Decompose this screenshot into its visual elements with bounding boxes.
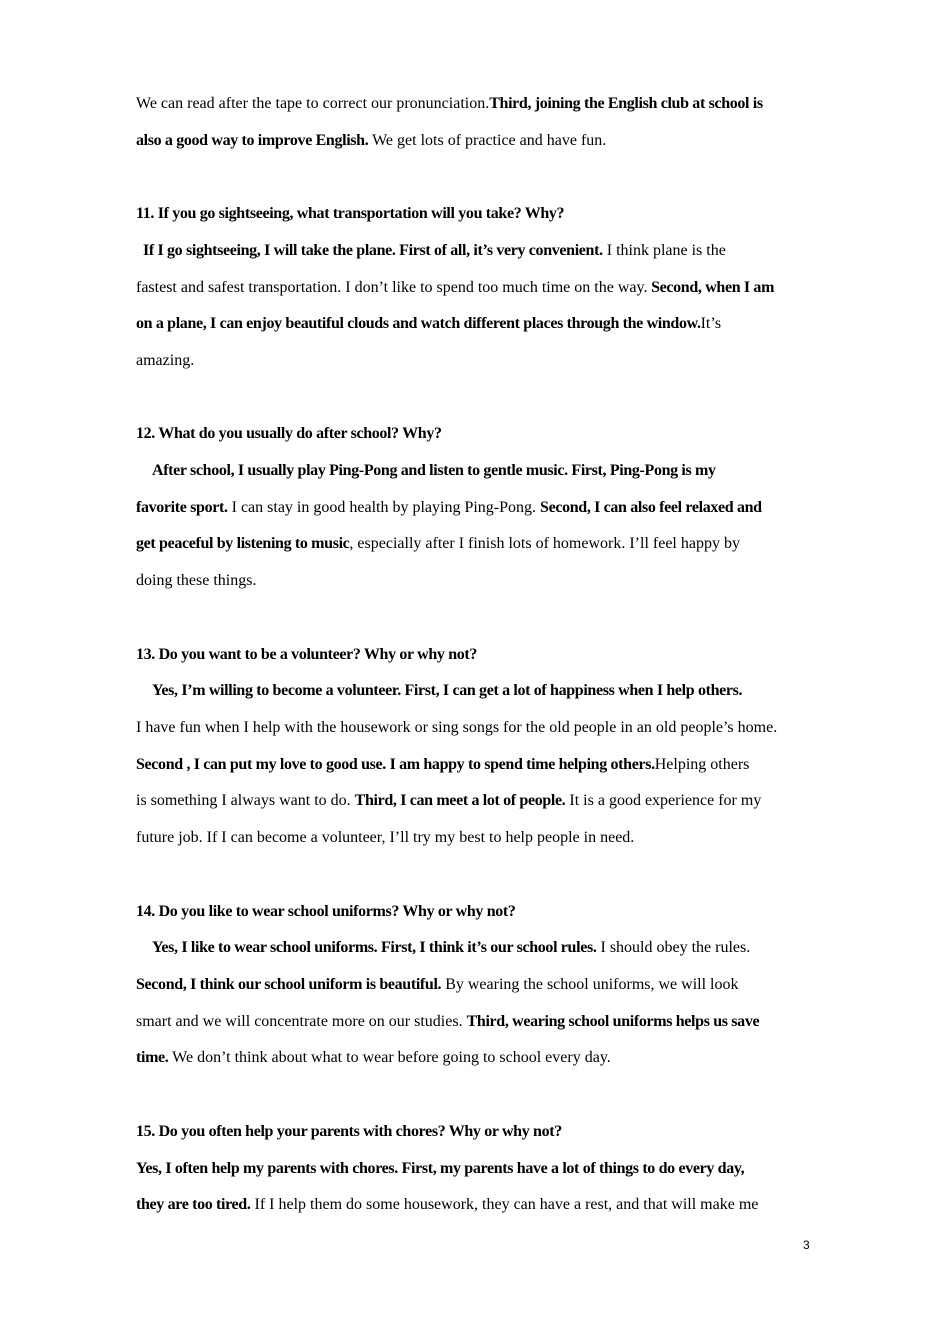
answer-line <box>143 239 836 263</box>
text-line <box>136 789 836 813</box>
text-run: is something I always want to do. <box>136 792 355 809</box>
text-run: amazing. <box>136 352 195 369</box>
bold-text-run: Third, I can meet a lot of people. <box>354 792 566 809</box>
text-run: smart and we will concentrate more on our studies. <box>136 1013 467 1030</box>
bold-text-run: they are too tired. <box>136 1196 251 1213</box>
bold-text-run: If I go sightseeing, I will take the plane. First of all, it’s very convenient. <box>143 242 603 259</box>
text-line <box>136 1046 836 1070</box>
bold-text-run: 11. If you go sightseeing, what transportation will you take? Why? <box>136 205 565 222</box>
text-run: We can read after the tape to correct our pronunciation. <box>136 95 490 112</box>
text-run: We don’t think about what to wear before going to school every day. <box>168 1049 611 1066</box>
bold-text-run: 15. Do you often help your parents with chores? Why or why not? <box>136 1123 562 1140</box>
bold-text-run: Yes, I often help my parents with chores. First, my parents have a lot of things to do every day, <box>136 1160 745 1177</box>
answer-line <box>136 1157 836 1181</box>
bold-text-run: Second, I think our school uniform is beautiful. <box>136 976 442 993</box>
text-line <box>136 129 836 153</box>
bold-text-run: time. <box>136 1049 169 1066</box>
text-run: , especially after I finish lots of homework. I’ll feel happy by <box>349 535 740 552</box>
text-line <box>136 92 836 116</box>
text-run: If I help them do some housework, they can have a rest, and that will make me <box>250 1196 759 1213</box>
answer-line <box>152 679 836 703</box>
answer-line <box>152 459 836 483</box>
bold-text-run: After school, I usually play Ping-Pong and listen to gentle music. First, Ping-Pong is my <box>152 462 716 479</box>
text-line <box>136 1010 836 1034</box>
text-line <box>136 312 836 336</box>
text-line <box>136 532 836 556</box>
text-run: It’s <box>700 315 722 332</box>
text-run: By wearing the school uniforms, we will look <box>441 976 739 993</box>
text-run: It is a good experience for my <box>565 792 762 809</box>
text-line <box>136 973 836 997</box>
text-run: Helping others <box>654 756 750 773</box>
text-run: future job. If I can become a volunteer, I’ll try my best to help people in need. <box>136 829 635 846</box>
bold-text-run: on a plane, I can enjoy beautiful clouds and watch different places through the window. <box>136 315 701 332</box>
text-run: We get lots of practice and have fun. <box>368 132 607 149</box>
text-line <box>136 496 836 520</box>
text-run: I can stay in good health by playing Ping-Pong. <box>227 499 541 516</box>
bold-text-run: favorite sport. <box>136 499 228 516</box>
text-run: I have fun when I help with the housework or sing songs for the old people in an old people’s home. <box>136 719 778 736</box>
bold-text-run: Third, joining the English club at school is <box>489 95 763 112</box>
text-line <box>136 826 836 850</box>
text-run: fastest and safest transportation. I don’t like to spend too much time on the way. <box>136 279 648 296</box>
text-line <box>136 753 836 777</box>
text-run: I think plane is the <box>602 242 726 259</box>
question-heading <box>136 643 836 667</box>
bold-text-run: Second , I can put my love to good use. I am happy to spend time helping others. <box>136 756 655 773</box>
bold-text-run: 13. Do you want to be a volunteer? Why or why not? <box>136 646 478 663</box>
question-heading <box>136 202 836 226</box>
bold-text-run: 12. What do you usually do after school? Why? <box>136 425 442 442</box>
text-run: doing these things. <box>136 572 257 589</box>
bold-text-run: also a good way to improve English. <box>136 132 369 149</box>
page-number: 3 <box>803 1238 810 1252</box>
question-heading <box>136 422 836 446</box>
bold-text-run: get peaceful by listening to music <box>136 535 350 552</box>
text-line <box>136 716 836 740</box>
text-line <box>136 349 836 373</box>
text-line <box>136 276 836 300</box>
bold-text-run: Yes, I’m willing to become a volunteer. First, I can get a lot of happiness when I help others. <box>152 682 743 699</box>
answer-line <box>152 936 836 960</box>
text-run: I should obey the rules. <box>596 939 751 956</box>
bold-text-run: 14. Do you like to wear school uniforms? Why or why not? <box>136 903 516 920</box>
text-line <box>136 1193 836 1217</box>
question-heading <box>136 1120 836 1144</box>
bold-text-run: Third, wearing school uniforms helps us save <box>466 1013 760 1030</box>
question-heading <box>136 900 836 924</box>
bold-text-run: Second, when I am <box>647 279 775 296</box>
text-line <box>136 569 836 593</box>
bold-text-run: Second, I can also feel relaxed and <box>540 499 762 516</box>
bold-text-run: Yes, I like to wear school uniforms. First, I think it’s our school rules. <box>152 939 597 956</box>
